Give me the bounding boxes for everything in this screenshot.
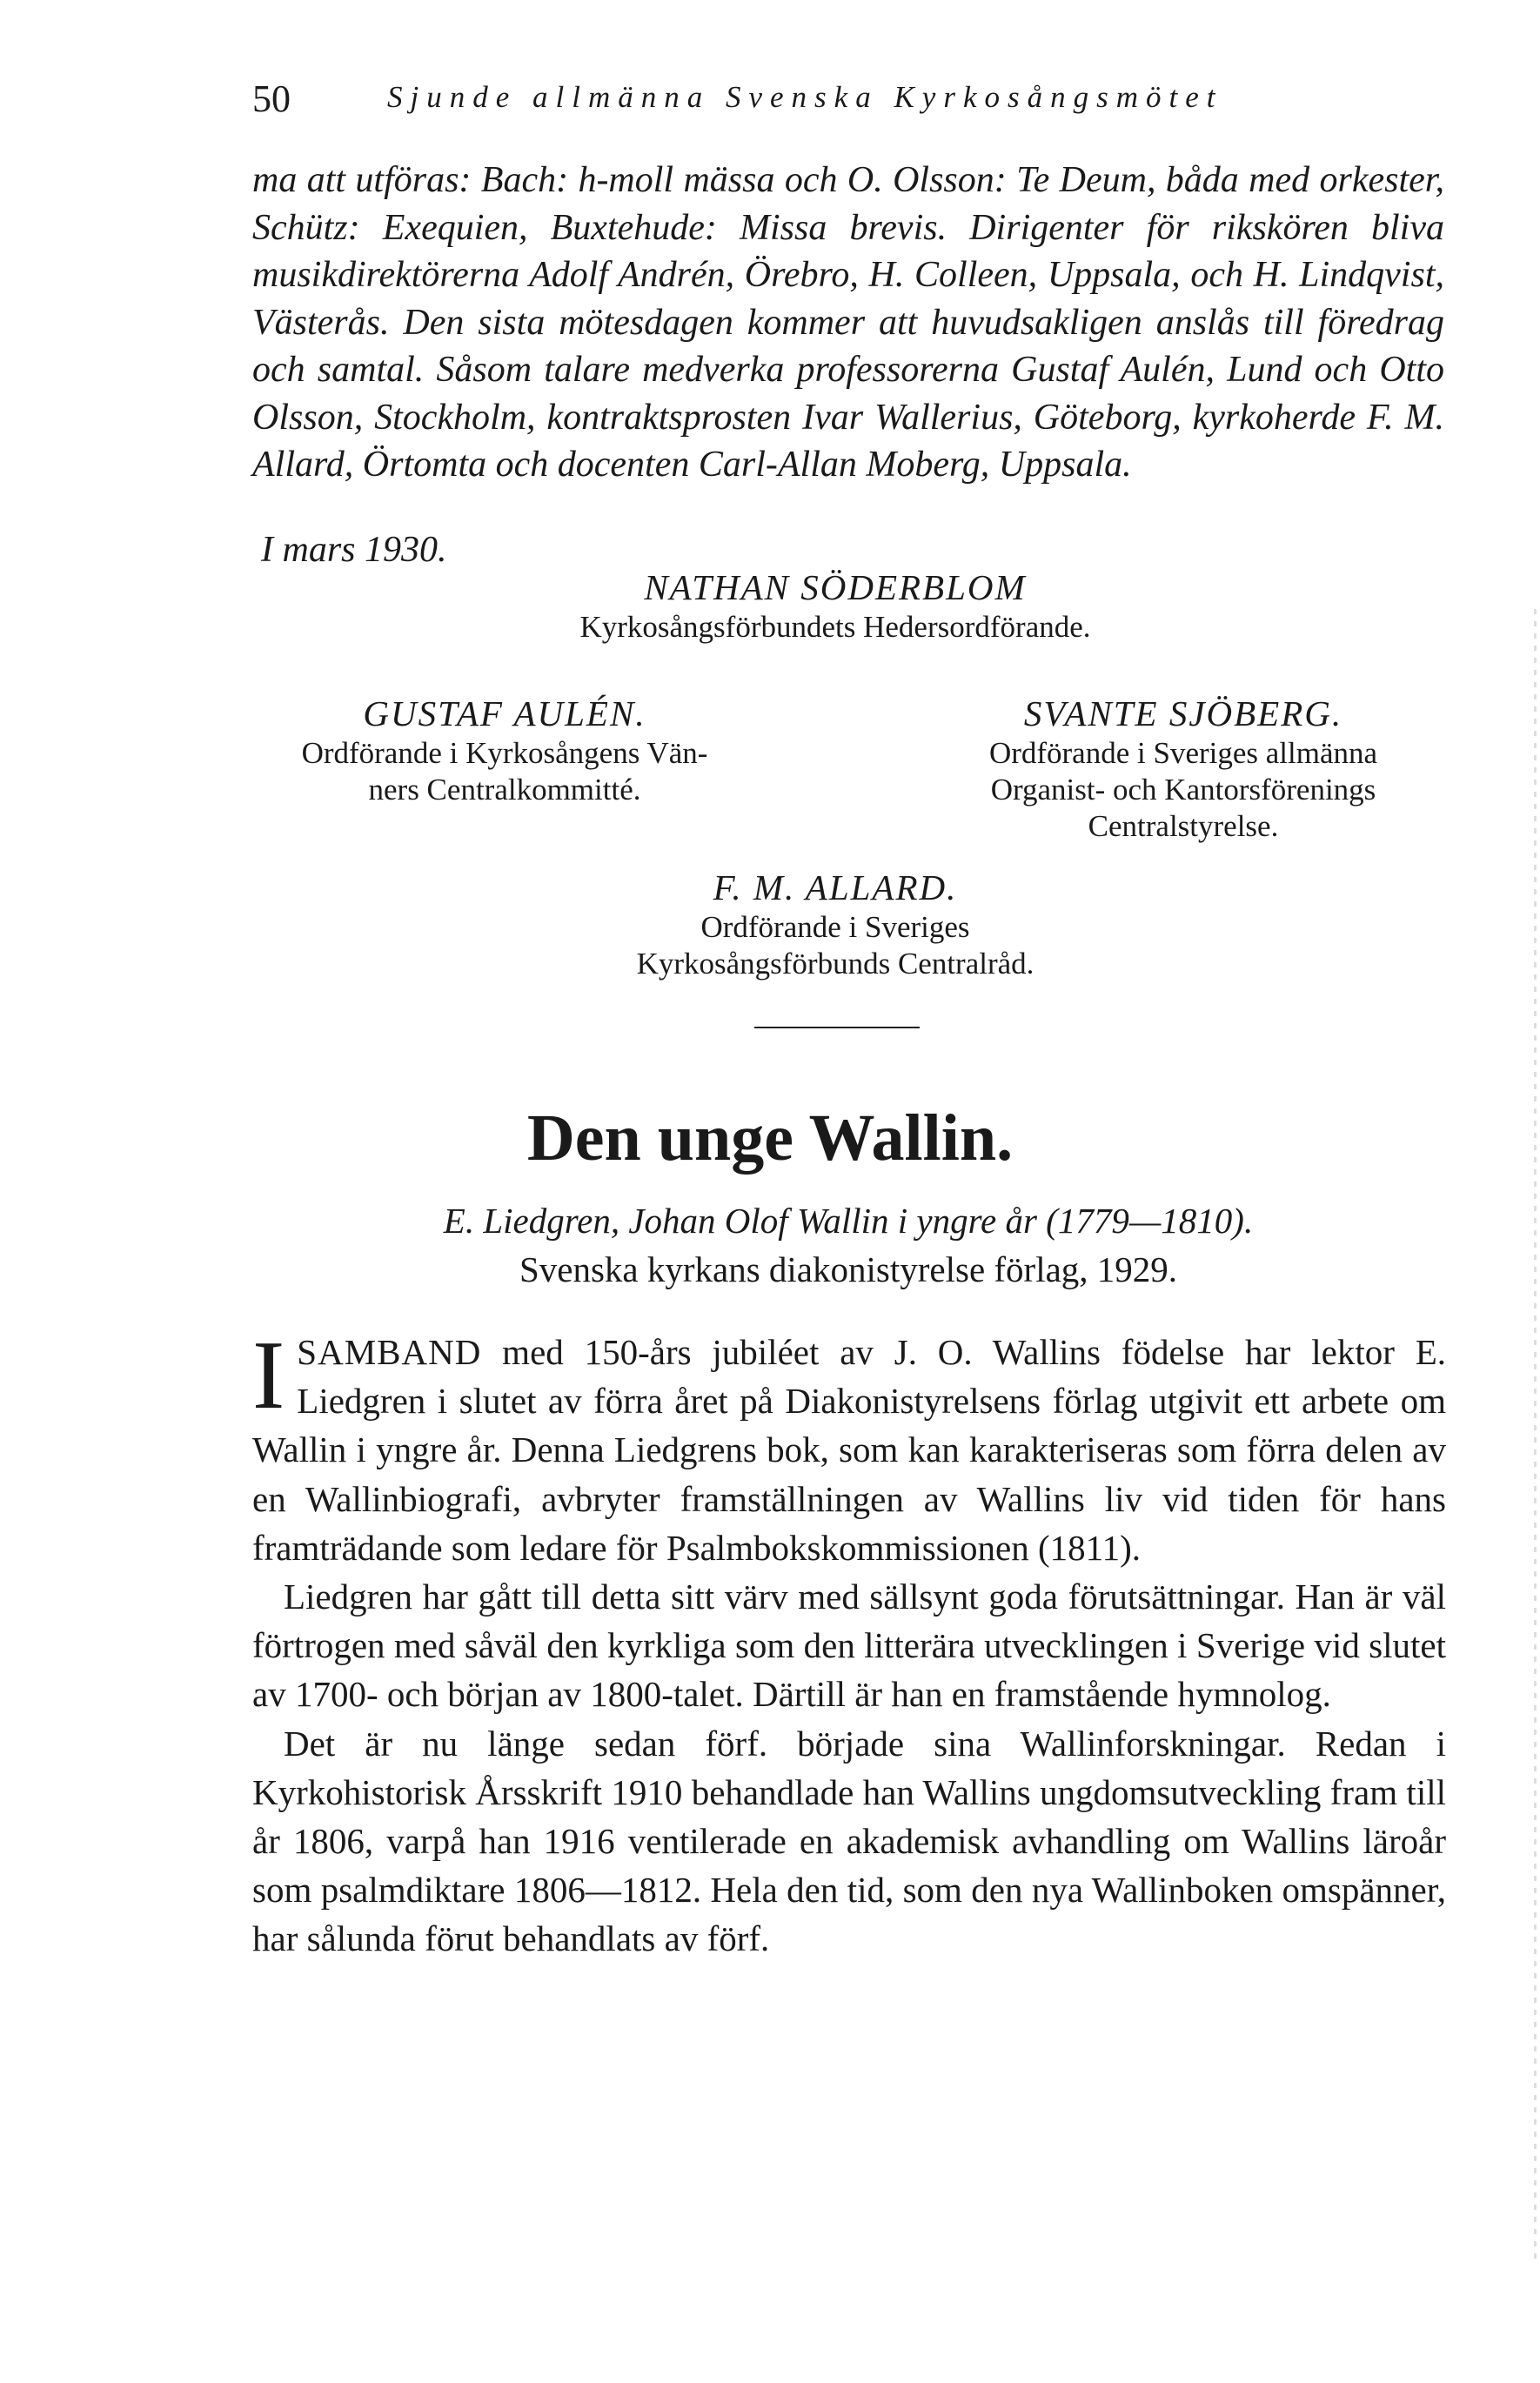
signature-right (905, 692, 1462, 845)
signature-role: Kyrkosångsförbundets Hedersordförande. (579, 610, 1091, 644)
signature-name: GUSTAF AULÉN. (363, 693, 646, 733)
announcement-text (252, 157, 1444, 489)
paragraph-1-text: med 150-års jubiléet av J. O. Wallins födelse har lektor E. Liedgren i slutet av förra året på Diakonistyrelsens förlag utgivit ett arbete om Wallin i yngre år. Denna Liedgrens bok, som kan karakteriseras som förra delen av en Wallinbiografi, avbryter framställningen av Wallins liv vid tiden för hans framträdande som ledare för Psalmbokskommissionen (1811). (252, 1332, 1446, 1568)
paragraph-1 (252, 1322, 1446, 1572)
book-citation: E. Liedgren, Johan Olof Wallin i yngre år (1779—1810). (443, 1201, 1254, 1241)
page-number: 50 (252, 77, 291, 120)
signature-role-line: Ordförande i Kyrkosångens Vän- (301, 736, 708, 770)
paragraph-3: Det är nu länge sedan förf. började sina Wallinforskningar. Redan i Kyrkohistorisk Årsskrift 1910 behandlade han Wallins ungdomsutveckling fram till år 1806, varpå han 1916 ventilerade en akademisk avhandling om Wallins läroår som psalmdiktare 1806—1812. Hela den tid, som den nya Wallinboken omspänner, har sålunda förut behandlats av förf. (252, 1723, 1446, 1959)
announcement-date: I mars 1930. (261, 530, 447, 570)
reviewed-book-reference (252, 1196, 1444, 1294)
signature-role-line: ners Centralkommitté. (368, 773, 641, 807)
signature-role-line: Centralstyrelse. (1088, 809, 1279, 843)
signature-name: F. M. ALLARD. (713, 867, 958, 907)
book-publisher: Svenska kyrkans diakonistyrelse förlag, 1929. (519, 1249, 1178, 1289)
signature-bottom (539, 866, 1131, 982)
scan-edge-artifact (1534, 609, 1537, 2262)
paragraph-2: Liedgren har gått till detta sitt värv med sällsynt goda förutsättningar. Han är väl förtrogen med såväl den kyrkliga som den litterära utvecklingen i Sverige vid slutet av 1700- och början av 1800-talet. Därtill är han en framstående hymnolog. (252, 1576, 1446, 1715)
page-header (252, 77, 1453, 129)
announcement-paragraph: ma att utföras: Bach: h-moll mässa och O. Olsson: Te Deum, båda med orkester, Schütz: Exequien, Buxtehude: Missa brevis. Dirigenter för rikskören bliva musikdirektörerna Adolf Andrén, Örebro, H. Colleen, Uppsala, och H. Lindqvist, Västerås. Den sista mötesdagen kommer att huvudsakligen anslås till föredrag och samtal. Såsom talare medverka professorerna Gustaf Aulén, Lund och Otto Olsson, Stockholm, kontraktsprosten Ivar Wallerius, Göteborg, kyrkoherde F. M. Allard, Örtomta och docenten Carl-Allan Moberg, Uppsala. (252, 160, 1444, 485)
drop-cap: I (252, 1322, 285, 1429)
article-title: Den unge Wallin. (526, 1101, 1014, 1175)
running-title: Sjunde allmänna Svenska Kyrkosångsmötet (387, 80, 1223, 114)
article-body (252, 1322, 1446, 1964)
signature-role-line: Kyrkosångsförbunds Centralråd. (636, 947, 1034, 981)
signature-left (235, 692, 774, 808)
signature-name: NATHAN SÖDERBLOM (644, 567, 1027, 607)
opening-words: SAMBAND (297, 1332, 482, 1372)
signature-role-line: Ordförande i Sveriges allmänna (988, 736, 1378, 770)
signature-main (487, 566, 1183, 646)
signature-name: SVANTE SJÖBERG. (1023, 693, 1343, 733)
section-divider (754, 1027, 920, 1028)
signature-role-line: Organist- och Kantorsförenings (990, 773, 1376, 807)
signature-role-line: Ordförande i Sveriges (700, 910, 970, 944)
